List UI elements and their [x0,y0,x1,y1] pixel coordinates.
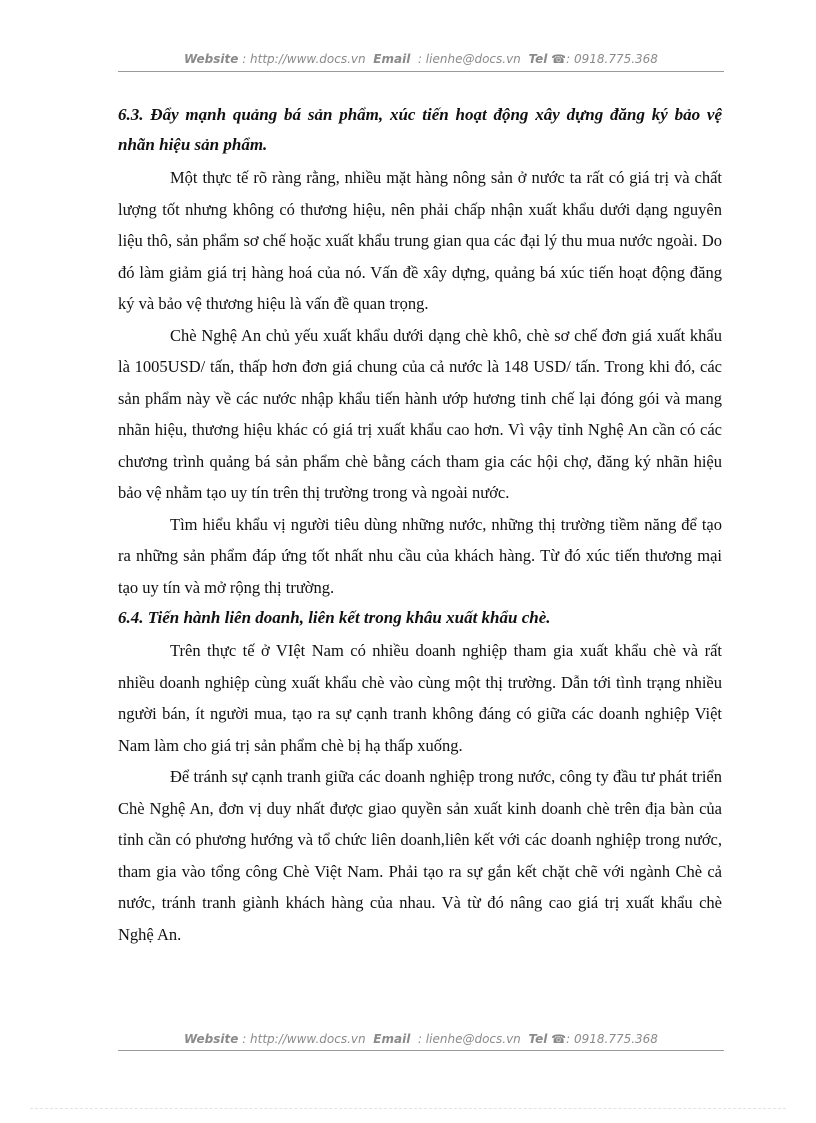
header-website-label: Website [184,52,239,66]
document-body [118,100,722,950]
header-email-label: Email [373,52,411,66]
paragraph: Một thực tế rõ ràng rằng, nhiều mặt hàng nông sản ở nước ta rất có giá trị và chất lượng tốt nhưng không có thương hiệu, nên phải chấp nhận xuất khẩu dưới dạng nguyên liệu thô, sản phẩm sơ chế hoặc xuất khẩu trung gian qua các đại lý thu mua nước ngoài. Do đó làm giảm giá trị hàng hoá của nó. Vấn đề xây dựng, quảng bá xúc tiến hoạt động đăng ký và bảo vệ thương hiệu là vấn đề quan trọng. [118,168,722,313]
page-footer [118,1032,724,1046]
section-heading-6-4: 6.4. Tiến hành liên doanh, liên kết trong khâu xuất khẩu chè. [118,608,551,627]
paragraph: Trên thực tế ở VIệt Nam có nhiều doanh nghiệp tham gia xuất khẩu chè và rất nhiều doanh nghiệp cùng xuất khẩu chè vào cùng một thị trường. Dẫn tới tình trạng nhiều người bán, ít người mua, tạo ra sự cạnh tranh không đáng có giữa các doanh nghiệp Việt Nam làm cho giá trị sản phẩm chè bị hạ thấp xuống. [118,641,722,755]
header-rule [118,71,724,72]
footer-tel-label: Tel [528,1032,548,1046]
footer-rule [118,1050,724,1051]
phone-icon: ☎ [551,1032,567,1046]
page-header [118,52,724,66]
header-email-link[interactable]: : lienhe@docs.vn [417,52,521,66]
paragraph: Để tránh sự cạnh tranh giữa các doanh nghiệp trong nước, công ty đầu tư phát triển Chè Nghệ An, đơn vị duy nhất được giao quyền sản xuất kinh doanh chè trên địa bàn của tỉnh cần có phương hướng và tổ chức liên doanh,liên kết với các doanh nghiệp trong nước, tham gia vào tổng công Chè Việt Nam. Phải tạo ra sự gắn kết chặt chẽ với ngành Chè cả nước, tránh tranh giành khách hàng của nhau. Và từ đó nâng cao giá trị xuất khẩu chè Nghệ An. [118,767,722,944]
footer-email-label: Email [373,1032,411,1046]
footer-tel-value: : 0918.775.368 [566,1032,658,1046]
footer-website-label: Website [184,1032,239,1046]
phone-icon: ☎ [551,52,567,66]
paragraph: Tìm hiểu khẩu vị người tiêu dùng những nước, những thị trường tiềm năng để tạo ra những sản phẩm đáp ứng tốt nhất nhu cầu của khách hàng. Từ đó xúc tiến thương mại tạo uy tín và mở rộng thị trường. [118,514,722,597]
header-tel-label: Tel [528,52,548,66]
header-tel-value: : 0918.775.368 [566,52,658,66]
header-website-link[interactable]: : http://www.docs.vn [242,52,366,66]
section-heading-6-3: 6.3. Đẩy mạnh quảng bá sản phẩm, xúc tiến hoạt động xây dựng đăng ký bảo vệ nhãn hiệu sản phẩm. [118,105,722,154]
page-break-line [30,1108,786,1109]
paragraph: Chè Nghệ An chủ yếu xuất khẩu dưới dạng chè khô, chè sơ chế đơn giá xuất khẩu là 1005USD/ tấn, thấp hơn đơn giá chung của cả nước là 148 USD/ tấn. Trong khi đó, các sản phẩm này về các nước nhập khẩu tiến hành ướp hương tinh chế lại đóng gói và mang nhãn hiệu, thương hiệu khác có giá trị xuất khẩu cao hơn. Vì vậy tỉnh Nghệ An cần có các chương trình quảng bá sản phẩm chè bằng cách tham gia các hội chợ, đăng ký nhãn hiệu bảo vệ nhằm tạo uy tín trên thị trường trong và ngoài nước. [118,325,722,502]
footer-email-link[interactable]: : lienhe@docs.vn [417,1032,521,1046]
footer-website-link[interactable]: : http://www.docs.vn [242,1032,366,1046]
